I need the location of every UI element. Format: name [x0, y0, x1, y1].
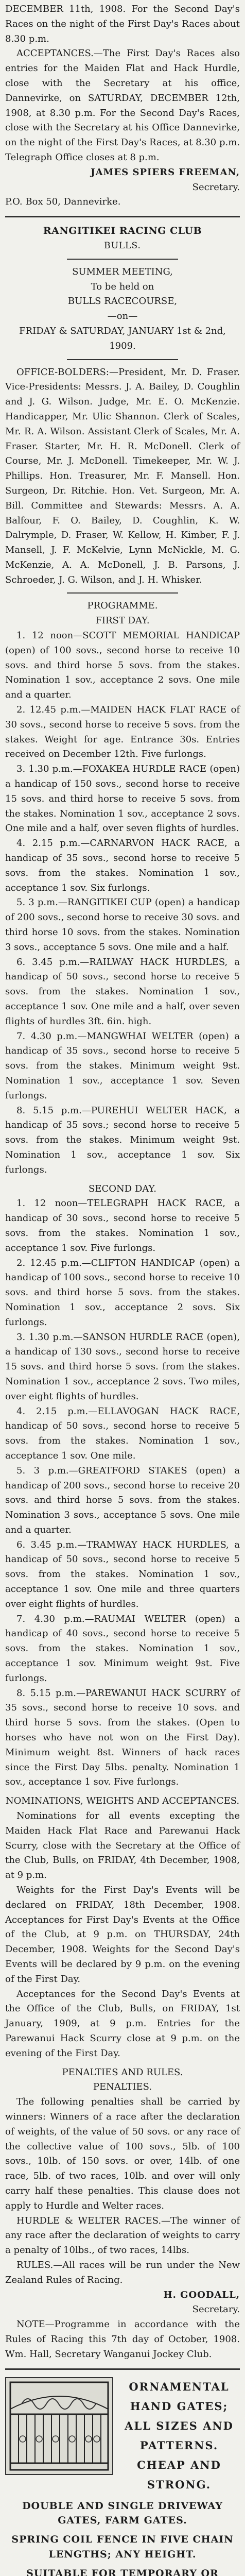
- race-entry: 3. 1.30 p.m.—FOXAKEA HURDLE RACE (open) a handicap of 150 sovs., second horse to receive 15 sovs. and third horse to receive 5 sovs. from the stakes. Nomination 1 sov., acceptance 2 sovs. One mile and a half, over seven flights of hurdles.: [5, 764, 240, 834]
- meeting-name: SUMMER MEETING,: [72, 266, 173, 277]
- club-subtitle: BULLS.: [104, 240, 141, 251]
- on-label: —on—: [107, 311, 138, 322]
- club-title: RANGITIKEI RACING CLUB: [43, 225, 202, 237]
- race-entry: 2. 12.45 p.m.—MAIDEN HACK FLAT RACE of 30 sovs., second horse to receive 5 sovs. from the stakes. Weight for age. Entrance 30s. Entries received on December 12th. Five furlongs.: [5, 704, 240, 760]
- gate-icon: [6, 2378, 112, 2474]
- advert-line: HAND GATES;: [130, 2399, 229, 2413]
- penalties-subheading: PENALTIES.: [93, 2081, 152, 2093]
- day2-heading: SECOND DAY.: [89, 1183, 156, 1194]
- race-entry: 3. 1.30 p.m.—SANSON HURDLE RACE (open), a handicap of 130 sovs., second horse to receive 15 sovs. and third horse 5 sovs. from the stakes. Nomination 1 sov., acceptance 2 sovs. Two miles, over eight flights of hurdles.: [5, 1331, 240, 1402]
- advert-body-line: SPRING COIL FENCE IN FIVE CHAIN LENGTHS; ANY HEIGHT.: [11, 2534, 234, 2560]
- advert-line: ORNAMENTAL: [129, 2380, 230, 2393]
- race-entry: 8. 5.15 p.m.—PAREWANUI HACK SCURRY of 35 sovs., second horse to receive 10 sovs. and third horse 5 sovs. from the stakes. (Open to horses who have not won on the First Day). Minimum weight 8st. Winners of hack races since the First Day 5lbs. penalty. Nomination 1 sov., acceptance 1 sov. Five furlongs.: [5, 1687, 240, 1788]
- signature-role: Secretary.: [192, 181, 240, 193]
- signature: JAMES SPIERS FREEMAN,: [91, 166, 240, 178]
- race-entry: 1. 12 noon—TELEGRAPH HACK RACE, a handicap of 30 sovs., second horse to receive 5 sovs. from the stakes. Nomination 1 sov., acceptance 1 sov. Five furlongs.: [5, 1198, 240, 1253]
- held-on: To be held on: [91, 281, 154, 292]
- advert-body-line: DOUBLE AND SINGLE DRIVEWAY GATES, FARM GATES.: [22, 2500, 223, 2527]
- officers: OFFICE-BOLDERS:—President, Mr. D. Fraser. Vice-Presidents: Messrs. J. A. Bailey, D. Coughlin and J. G. Wilson. Judge, Mr. E. O. McKenzie. Handicapper, Mr. Ulic Shannon. Clerk of Scales, Mr. R. A. Wilson. Assistant Clerk of Scales, Mr. A. Fraser. Starter, Mr. H. R. McDonell. Clerk of Course, Mr. J. McDonell. Timekeeper, Mr. W. J. Phillips. Hon. Treasurer, Mr. F. Mansell. Hon. Surgeon, Dr. Ritchie. Hon. Vet. Surgeon, Mr. A. Bill. Committee and Stewards: Messrs. A. A. Balfour, F. O. Bailey, D. Coughlin, K. W. Dalrymple, D. Fraser, W. Kellow, H. Kimber, F. J. Mansell, J. F. McKelvie, Lynn McNickle, M. G. McKenzie, A. A. McDonell, J. B. Parsons, J. Schroeder, J. G. Wilson, and J. H. Whisker.: [5, 366, 240, 585]
- day2-races: [5, 1196, 240, 1790]
- advert-body-line: SUITABLE FOR TEMPORARY OR: [26, 2567, 219, 2576]
- advert-headline: [113, 2377, 240, 2495]
- race-entry: 8. 5.15 p.m.—PUREHUI WELTER HACK, a handicap of 35 sovs.; second horse to receive 5 sovs. from the stakes. Minimum weight 9st. Nomination 1 sov., acceptance 1 sov. Six furlongs.: [5, 1105, 240, 1175]
- advert-line: STRONG.: [147, 2478, 212, 2491]
- notice-line: ACCEPTANCES.—The First Day's Races also entries for the Maiden Flat and Hack Hurdle, close with the Secretary at his office, Dannevirke, on SATURDAY, DECEMBER 12th, 1908, at 8.30 p.m. For the Second Day's Races, close with the Secretary at his Office Dannevirke, on the night of the First Day's Races, at 8.30 p.m. Telegraph Office closes at 8 p.m.: [5, 48, 240, 163]
- programme-heading: PROGRAMME.: [87, 600, 158, 612]
- race-entry: 7. 4.30 p.m.—MANGWHAI WELTER (open) a handicap of 35 sovs., second horse to receive 5 sovs. from the stakes. Minimum weight 9st. Nomination 1 sov., acceptance 1 sov. Seven furlongs.: [5, 1030, 240, 1101]
- signature-role: Secretary.: [192, 2304, 240, 2315]
- race-entry: 6. 3.45 p.m.—TRAMWAY HACK HURDLES, a handicap of 50 sovs., second horse to receive 5 sovs. from the stakes. Nomination 1 sov., acceptance 1 sov. One mile and three quarters over eight flights of hurdles.: [5, 1539, 240, 1609]
- race-entry: 4. 2.15 p.m.—CARNARVON HACK RACE, a handicap of 35 sovs., second horse to receive 5 sovs. from the stakes. Nomination 1 sov., acceptance 1 sov. Six furlongs.: [5, 838, 240, 893]
- divider: [67, 592, 178, 594]
- nominations-paragraph: Nominations for all events excepting the Maiden Hack Flat Race and Parewanui Hack Scurry, close with the Secretary at the Office of the Club, Bulls, on FRIDAY, 4th December, 1908, at 9 p.m.: [5, 1810, 240, 1881]
- ornamental-gate-illustration: [5, 2377, 113, 2475]
- advert-line: CHEAP AND: [137, 2458, 221, 2471]
- divider: [67, 259, 178, 260]
- day1-races: [5, 629, 240, 1177]
- penalties-paragraph: The following penalties shall be carried by winners: Winners of a race after the declaration of weights, of the value of 50 sovs. or any race of the collective value of 100 sovs., 5lb. of 100 sovs., 10lb. of 150 sovs. or over, 14lb. of one race, 5lb. of two races, 10lb. and over will only carry half these penalties. This clause does not apply to Hurdle and Welter races.: [5, 2096, 240, 2211]
- divider: [5, 2368, 240, 2370]
- penalties-paragraph: RULES.—All races will be run under the New Zealand Rules of Racing.: [5, 2259, 240, 2285]
- penalties-heading: PENALTIES AND RULES.: [62, 2066, 183, 2078]
- meeting-dates: FRIDAY & SATURDAY, JANUARY 1st & 2nd, 1909.: [19, 325, 226, 351]
- race-entry: 1. 12 noon—SCOTT MEMORIAL HANDICAP (open) of 100 sovs., second horse to receive 10 sovs. and third horse 5 sovs. from the stakes. Nomination 1 sov., acceptance 2 sovs. One mile and a quarter.: [5, 630, 240, 701]
- penalties-paragraph: HURDLE & WELTER RACES.—The winner of any race after the declaration of weights to carry a penalty of 10lbs., of two races, 14lbs.: [5, 2215, 240, 2256]
- day1-heading: FIRST DAY.: [95, 615, 150, 626]
- racing-club-notice: [5, 224, 240, 2362]
- advert-line: PATTERNS.: [139, 2438, 219, 2452]
- gate-advertisement: [5, 2377, 240, 2576]
- race-entry: 5. 3 p.m.—RANGITIKEI CUP (open) a handicap of 200 sovs., second horse to receive 30 sovs. and third horse 10 sovs. from the stakes. Nomination 3 sovs., acceptance 5 sovs. One mile and a half.: [5, 897, 240, 953]
- signature: H. GOODALL,: [163, 2289, 240, 2300]
- nominations-paragraph: Weights for the First Day's Events will be declared on FRIDAY, 18th December, 1908. Acceptances for First Day's Events at the Office of the Club, at 9 p.m. on THURSDAY, 24th December, 1908. Weights for the Second Day's Events will be declared by 9 p.m. on the evening of the First Day.: [5, 1885, 240, 1985]
- dannevirke-notice: [5, 2, 240, 210]
- race-entry: 5. 3 p.m.—GREATFORD STAKES (open) a handicap of 200 sovs., second horse to receive 20 sovs. and third horse 5 sovs. from the stakes. Nomination 3 sovs., acceptance 5 sovs. One mile and a quarter.: [5, 1465, 240, 1535]
- footnote: NOTE—Programme in accordance with the Rules of Racing this 7th day of October, 1908. Wm. Hall, Secretary Wanganui Jockey Club.: [5, 2319, 240, 2360]
- nominations-paragraph: Acceptances for the Second Day's Events at the Office of the Club, Bulls, on FRIDAY, 1st January, 1909, at 9 p.m. Entries for the Parewanui Hack Scurry close at 9 p.m. on the evening of the First Day.: [5, 1988, 240, 2059]
- venue: BULLS RACECOURSE,: [67, 296, 178, 307]
- divider: [5, 216, 240, 217]
- nominations-heading: NOMINATIONS, WEIGHTS AND ACCEPTANCES.: [5, 1795, 240, 1807]
- advert-line: ALL SIZES AND: [125, 2419, 234, 2432]
- race-entry: 4. 2.15 p.m.—ELLAVOGAN HACK RACE, handicap of 50 sovs., second horse to receive 5 sovs. from the stakes. Nomination 1 sov., acceptance 1 sov. One mile.: [5, 1405, 240, 1461]
- race-entry: 7. 4.30 p.m.—RAUMAI WELTER (open) a handicap of 40 sovs., second horse to receive 5 sovs. from the stakes. Nomination 1 sov., acceptance 1 sov. Minimum weight 9st. Five furlongs.: [5, 1613, 240, 1684]
- race-entry: 2. 12.45 p.m.—CLIFTON HANDICAP (open) a handicap of 100 sovs., second horse to receive 10 sovs. and third horse 5 sovs. from the stakes. Nomination 1 sov., acceptance 2 sovs. Six furlongs.: [5, 1257, 240, 1328]
- address: P.O. Box 50, Dannevirke.: [5, 196, 121, 208]
- notice-line: DECEMBER 11th, 1908. For the Second Day's Races on the night of the First Day's Races about 8.30 p.m.: [5, 4, 240, 44]
- race-entry: 6. 3.45 p.m.—RAILWAY HACK HURDLES, a handicap of 50 sovs., second horse to receive 5 sovs. from the stakes. Nomination 1 sov., acceptance 1 sov. One mile and a half, over seven flights of hurdles 3ft. 6in. high.: [5, 956, 240, 1027]
- divider: [67, 359, 178, 360]
